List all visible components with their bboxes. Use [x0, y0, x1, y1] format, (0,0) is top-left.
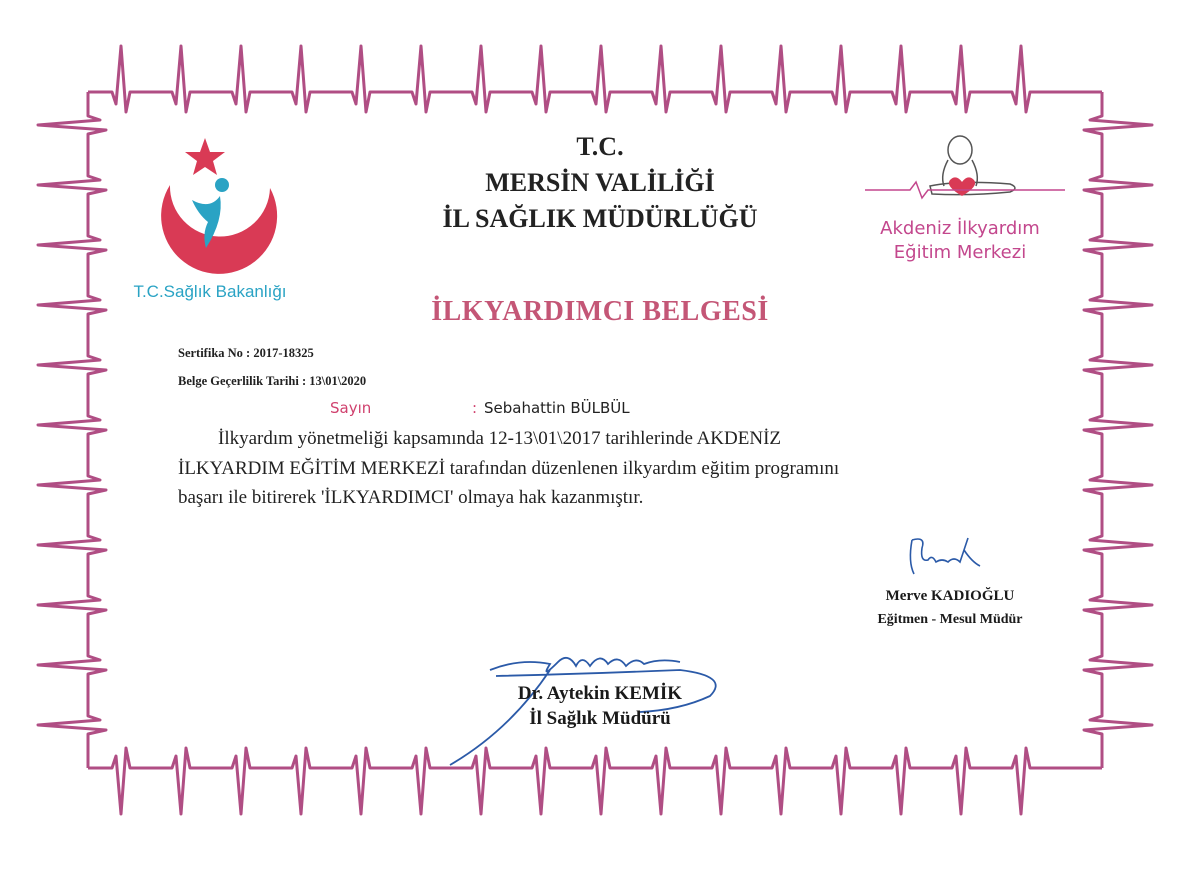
- body-text-line: İlkyardım yönetmeliği kapsamında 12-13\01\2017 tarihlerinde AKDENİZ: [218, 428, 782, 449]
- certificate-title: İLKYARDIMCI BELGESİ: [431, 296, 769, 327]
- ministry-logo-text: T.C.Sağlık Bakanlığı: [133, 282, 287, 301]
- director-name: Dr. Aytekin KEMİK: [517, 683, 683, 704]
- body-text-line: İLKYARDIM EĞİTİM MERKEZİ tarafından düzenlenen ilkyardım eğitim programını: [178, 458, 840, 479]
- recipient-name: Sebahattin BÜLBÜL: [484, 399, 630, 417]
- star-icon: [185, 138, 225, 175]
- issuer-line-directorate: İL SAĞLIK MÜDÜRLÜĞÜ: [442, 204, 758, 233]
- instructor-title: Eğitmen - Mesul Müdür: [877, 612, 1023, 627]
- issuer-line-governorship: MERSİN VALİLİĞİ: [485, 168, 715, 197]
- instructor-name: Merve KADIOĞLU: [885, 588, 1015, 604]
- instructor-signature: [898, 532, 988, 582]
- validity-date: Belge Geçerlilik Tarihi : 13\01\2020: [178, 374, 367, 388]
- recipient-separator: :: [472, 399, 478, 417]
- certificate-number: Sertifika No : 2017-18325: [178, 346, 314, 360]
- director-signature: [430, 640, 750, 770]
- heart-icon: [949, 177, 975, 196]
- training-center-name-line1: Akdeniz İlkyardım: [880, 218, 1040, 239]
- issuer-line-tc: T.C.: [576, 132, 624, 161]
- training-center-name-line2: Eğitim Merkezi: [893, 242, 1027, 263]
- ecg-border-right: [1084, 92, 1152, 768]
- director-title: İl Sağlık Müdürü: [529, 708, 671, 729]
- training-center-logo: [860, 130, 1070, 210]
- ecg-border-left: [38, 92, 106, 768]
- body-text-line: başarı ile bitirerek 'İLKYARDIMCI' olmaya hak kazanmıştır.: [178, 487, 644, 508]
- recipient-label: Sayın: [330, 399, 372, 417]
- ecg-border-top: [88, 46, 1102, 112]
